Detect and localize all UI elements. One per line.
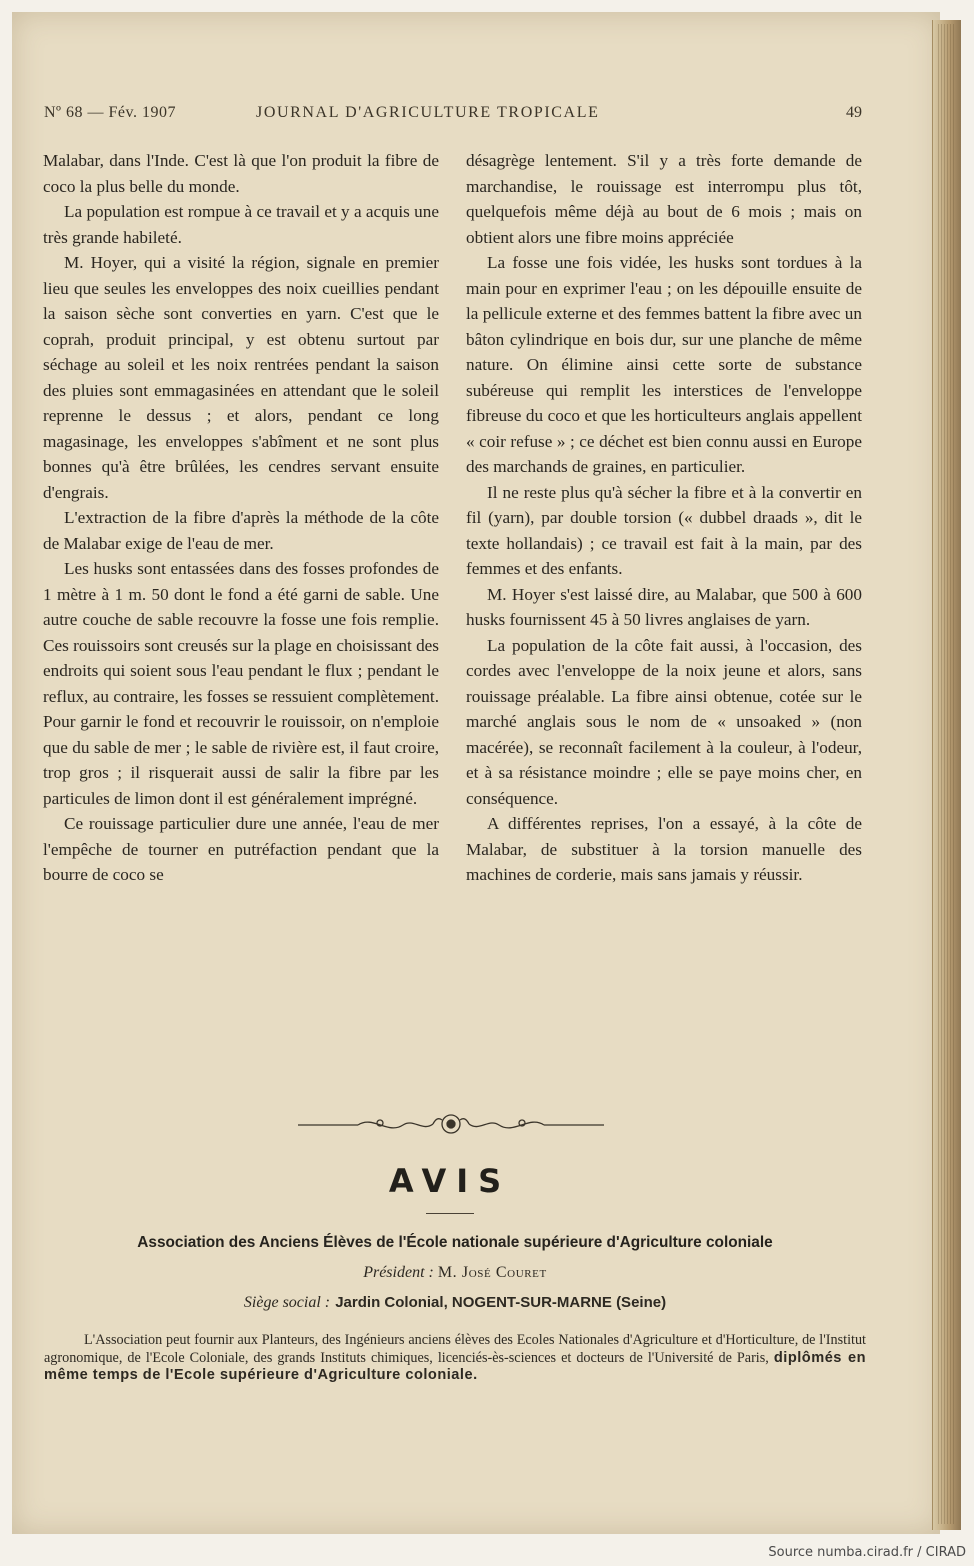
- notice-text: L'Association peut fournir aux Planteurs, des Ingénieurs anciens élèves des Ecoles Nationales d'Agriculture et d'Horticulture, de l'Institut agronomique, de l'Ecole Coloniale, des grands Instituts chimiques, licenciés-ès-sciences et docteurs de l'Université de Paris,: [44, 1332, 866, 1366]
- paragraph: Les husks sont entassées dans des fosses profondes de 1 mètre à 1 m. 50 dont le fond a été garni de sable. Une autre couche de sable recouvre la fosse une fois remplie. Ces rouissoirs sont creusés sur la plage en choisissant des endroits qui soient sous l'eau pendant le flux ; pendant le reflux, au contraire, les fosses se ressuient complètement. Pour garnir le fond et recouvrir le rouissoir, on n'emploie que du sable de mer ; le sable de rivière est, il faut croire, trop gros ; il risquerait aussi de salir la fibre par les particules de limon dont il est généralement imprégné.: [43, 559, 439, 808]
- journal-title: JOURNAL D'AGRICULTURE TROPICALE: [256, 104, 600, 121]
- siege-label: Siège social :: [243, 1294, 331, 1311]
- paragraph: M. Hoyer s'est laissé dire, au Malabar, que 500 à 600 husks fournissent 45 à 50 livres anglaises de yarn.: [466, 584, 862, 629]
- paragraph: M. Hoyer, qui a visité la région, signale en premier lieu que seules les enveloppes des noix cueillies pendant la saison sèche sont converties en yarn. C'est que le coprah, produit principal, y est obtenu surtout par séchage au soleil et les noix rentrées pendant la saison des pluies sont emmagasinées en attendant que le soleil reprenne le dessus ; et alors, pendant ce long magasinage, les enveloppes s'abîment et ne sont plus bonnes qu'à être brûlées, les cendres servant ensuite d'engrais.: [43, 253, 439, 502]
- paragraph: Ce rouissage particulier dure une année, l'eau de mer l'empêche de tourner en putréfaction pendant que la bourre de coco se: [43, 814, 439, 884]
- siege-line: [0, 1292, 910, 1312]
- paragraph: désagrège lentement. S'il y a très forte demande de marchandise, le rouissage est interrompu plus tôt, quelquefois même déjà au bout de 6 mois ; mais on obtient alors une fibre moins appréciée: [466, 151, 862, 247]
- paragraph: La population est rompue à ce travail et y a acquis une très grande habileté.: [43, 202, 439, 247]
- page-number: 49: [846, 104, 862, 121]
- issue-number: Nº 68 — Fév. 1907: [44, 104, 176, 121]
- text-column-left: [43, 148, 439, 888]
- source-credit: Source numba.cirad.fr / CIRAD: [768, 1545, 966, 1560]
- notice-bold-text: diplômés en même temps de l'Ecole supérieure d'Agriculture coloniale.: [44, 1349, 866, 1384]
- ornament-divider: [298, 1110, 604, 1140]
- paragraph: L'extraction de la fibre d'après la méthode de la côte de Malabar exige de l'eau de mer.: [43, 508, 439, 553]
- text-column-right: [466, 148, 862, 888]
- association-notice: [44, 1332, 866, 1385]
- paragraph: La fosse une fois vidée, les husks sont tordues à la main pour en exprimer l'eau ; on les dépouille ensuite de la pellicule externe et des femmes battent la fibre avec un bâton cylindrique en bois dur, sur une planche de même nature. On élimine ainsi cette sorte de substance subéreuse qui remplit les interstices de l'enveloppe fibreuse du coco et que les horticulteurs anglais appellent « coir refuse » ; ce déchet est bien connu aussi en Europe des marchands de graines, en particulier.: [466, 253, 862, 476]
- avis-heading: AVIS: [388, 1162, 512, 1200]
- president-label: Président :: [363, 1264, 434, 1281]
- heading-rule: [426, 1213, 474, 1214]
- paragraph: A différentes reprises, l'on a essayé, à la côte de Malabar, de substituer à la torsion manuelle des machines de corderie, mais sans jamais y réussir.: [466, 814, 862, 884]
- paragraph: La population de la côte fait aussi, à l'occasion, des cordes avec l'enveloppe de la noix jeune et alors, sans rouissage préalable. La fibre ainsi obtenue, cotée sur le marché anglais sous le nom de « unsoaked » (non macérée), se reconnaît facilement à la couleur, à l'odeur, et à sa résistance moindre ; elle se paye moins cher, en conséquence.: [466, 635, 862, 808]
- paragraph: Malabar, dans l'Inde. C'est là que l'on produit la fibre de coco la plus belle du monde.: [43, 151, 439, 196]
- siege-address: Jardin Colonial, NOGENT-SUR-MARNE (Seine): [335, 1294, 667, 1311]
- paragraph: Il ne reste plus qu'à sécher la fibre et à la convertir en fil (yarn), par double torsion (« dubbel draads », dit le texte hollandais) ; ce travail est fait à la main, par des femmes et des enfants.: [466, 482, 862, 578]
- page-edges: [938, 24, 956, 1524]
- association-name: Association des Anciens Élèves de l'École nationale supérieure d'Agriculture coloniale: [137, 1234, 773, 1251]
- president-name: M. José Couret: [437, 1264, 547, 1281]
- running-head: [44, 104, 862, 128]
- president-line: [0, 1264, 910, 1282]
